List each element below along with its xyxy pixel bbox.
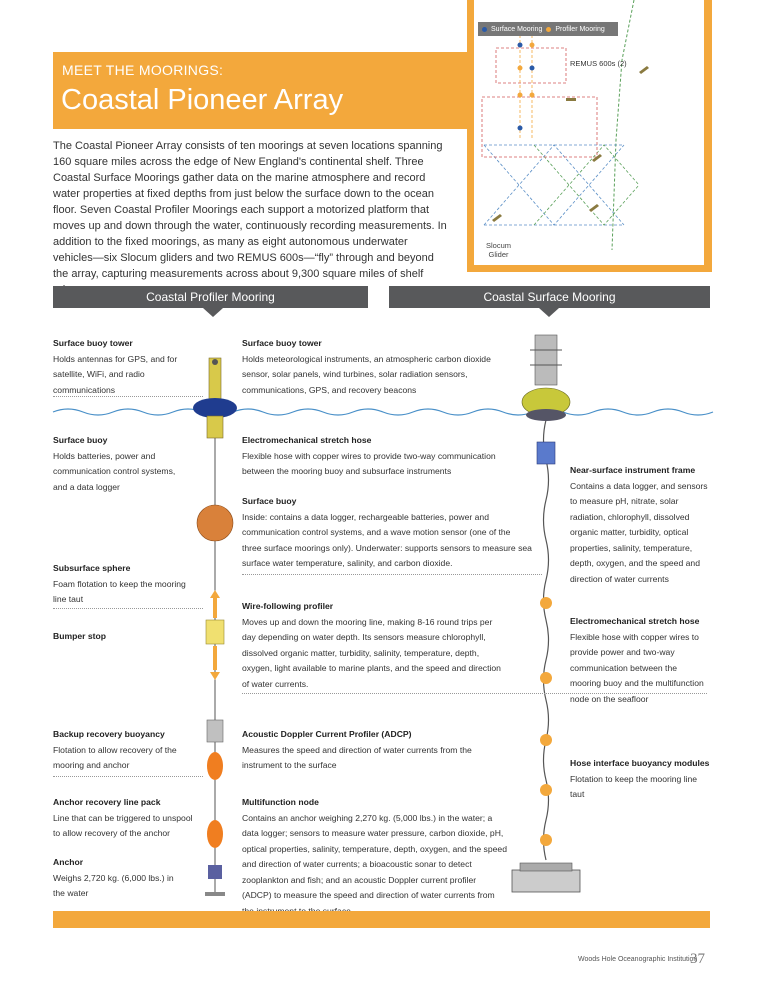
label-title: Bumper stop — [53, 631, 106, 641]
label-title: Backup recovery buoyancy — [53, 729, 165, 739]
label-title: Near-surface instrument frame — [570, 465, 696, 475]
label-body: Weighs 2,720 kg. (6,000 lbs.) in the water — [53, 872, 174, 898]
profiler-mooring-dot-icon — [546, 27, 551, 32]
subsurface-sphere — [197, 505, 233, 541]
surface-tower — [535, 335, 557, 385]
slocum-label-line2: Glider — [488, 250, 509, 259]
label-surface-stretch-hose — [570, 614, 710, 707]
label-title: Wire-following profiler — [242, 601, 334, 611]
down-arrow-icon — [203, 308, 223, 317]
label-body: Moves up and down the mooring line, making 8-16 round trips per day depending on water depth. Its sensors measure chlorophyll, dissolved organic matter, turbidity, salinity, temperature, depth, oxygen, light available to marine plants, and the speed and direction of water currents. — [242, 616, 501, 689]
label-stretch-hose — [242, 433, 512, 480]
backup-recovery-buoyancy — [207, 752, 223, 780]
label-body: Flexible hose with copper wires to provide power and two-way communication between the mooring buoy and the multifunction node on the seafloor — [570, 631, 704, 704]
label-surface-tower — [242, 336, 512, 398]
divider — [53, 396, 203, 397]
label-subsurface-sphere — [53, 561, 193, 608]
label-profiler-tower — [53, 336, 183, 398]
label-body: Flotation to allow recovery of the mooring and anchor — [53, 744, 177, 770]
array-map-diagram — [474, 0, 704, 265]
label-title: Anchor recovery line pack — [53, 797, 161, 807]
remus-label: REMUS 600s (2) — [570, 59, 627, 68]
anchor — [208, 865, 222, 879]
wire-following-profiler — [206, 620, 224, 644]
label-adcp — [242, 727, 507, 774]
label-title: Anchor — [53, 857, 84, 867]
page-title: Coastal Pioneer Array — [61, 84, 344, 116]
legend-surface: Surface Mooring — [491, 25, 543, 33]
intro-paragraph: The Coastal Pioneer Array consists of ten moorings at seven locations spanning 160 square miles across the edge of New England's continental shelf. Three Coastal Surface Moorings gather data on the marine atmosphere and record water properties at fixed depths from just below the surface down to the ocean floor. Seven Coastal Profiler Moorings each support a motorized platform that moves up and down through the water, continuously recording measurements. In addition to the fixed moorings, as many as eight autonomous underwater vehicles—six Slocum gliders and two REMUS 600s—“fly” through and beyond the array, capturing measurements across about 9,300 square miles of shelf — [53, 140, 447, 280]
surface-mooring-dot-icon — [482, 27, 487, 32]
label-body: Line that can be triggered to unspool to allow recovery of the anchor — [53, 812, 193, 838]
label-body: Measures the speed and direction of water currents from the instrument to the surface — [242, 744, 472, 770]
label-wire-profiler — [242, 599, 507, 692]
footer-bar — [53, 911, 710, 928]
slocum-label — [486, 241, 511, 259]
label-buoyancy-modules — [570, 756, 710, 803]
label-title: Electromechanical stretch hose — [242, 435, 372, 445]
label-profiler-buoy — [53, 433, 183, 495]
page-number: 37 — [690, 951, 705, 967]
label-body: Contains a data logger, and sensors to measure pH, nitrate, solar radiation, chlorophyll, dissolved organic matter, turbidity, optical properties, salinity, temperature, depth, oxygen, and the speed and direction of water currents — [570, 480, 708, 584]
label-body: Foam flotation to keep the mooring line taut — [53, 578, 186, 604]
label-backup-buoyancy — [53, 727, 193, 774]
footer-org: Woods Hole Oceanographic Institution — [578, 956, 698, 963]
down-arrow-icon — [539, 308, 559, 317]
near-surface-frame — [537, 442, 555, 464]
divider — [53, 776, 203, 777]
label-title: Hose interface buoyancy modules — [570, 758, 710, 768]
surface-section-header — [389, 286, 710, 317]
label-body: Holds antennas for GPS, and for satellite, WiFi, and radio communications — [53, 353, 178, 395]
label-title: Subsurface sphere — [53, 563, 131, 573]
banner-kicker: MEET THE MOORINGS: — [62, 62, 224, 78]
label-body: Flotation to keep the mooring line taut — [570, 773, 698, 799]
label-title: Electromechanical stretch hose — [570, 616, 700, 626]
legend-profiler: Profiler Mooring — [555, 25, 605, 33]
label-title: Multifunction node — [242, 797, 319, 807]
multifunction-node — [512, 870, 580, 892]
profiler-surface-buoy — [193, 398, 237, 418]
label-anchor — [53, 855, 183, 902]
label-near-surface-frame — [570, 463, 710, 587]
slocum-label-line1: Slocum — [486, 241, 512, 250]
profiler-section-title: Coastal Profiler Mooring — [53, 286, 368, 308]
profiler-section-header — [53, 286, 368, 317]
buoyancy-module — [540, 597, 552, 609]
label-title: Surface buoy tower — [53, 338, 133, 348]
surface-section-title: Coastal Surface Mooring — [389, 286, 710, 308]
label-body: Holds meteorological instruments, an atmospheric carbon dioxide sensor, solar panels, wind turbines, solar radiation sensors, communications, GPS, and recovery beacons — [242, 353, 491, 395]
divider — [242, 574, 542, 575]
label-bumper-stop — [53, 629, 183, 645]
label-surface-buoy — [242, 494, 532, 572]
water-surface-line — [53, 409, 713, 415]
label-title: Surface buoy — [53, 435, 108, 445]
label-body: Inside: contains a data logger, rechargeable batteries, power and communication control systems, and a wave motion sensor (one of the three surface moorings only). Underwater: supports sensors to measure sea surface water temperature, salinity, and carbon dioxide. — [242, 511, 532, 568]
map-legend — [478, 22, 618, 36]
label-multifunction-node — [242, 795, 507, 919]
label-title: Surface buoy — [242, 496, 297, 506]
label-title: Surface buoy tower — [242, 338, 322, 348]
label-body: Flexible hose with copper wires to provide two-way communication between the mooring buoy and subsurface instruments — [242, 450, 496, 476]
label-body: Contains an anchor weighing 2,270 kg. (5,000 lbs.) in the water; a data logger; sensors to measure water pressure, carbon dioxide, pH, optical properties, salinity, temperature, depth, oxygen, and the speed and direction of water currents; a bioacoustic sonar to detect zooplankton and fish; and an acoustic Doppler current profiler (ADCP) to measure the speed and direction of water currents from — [242, 812, 507, 900]
divider — [53, 608, 203, 609]
label-body: Holds batteries, power and communication control systems, and a data logger — [53, 450, 176, 492]
label-title: Acoustic Doppler Current Profiler (ADCP) — [242, 729, 412, 739]
label-anchor-line-pack — [53, 795, 193, 842]
